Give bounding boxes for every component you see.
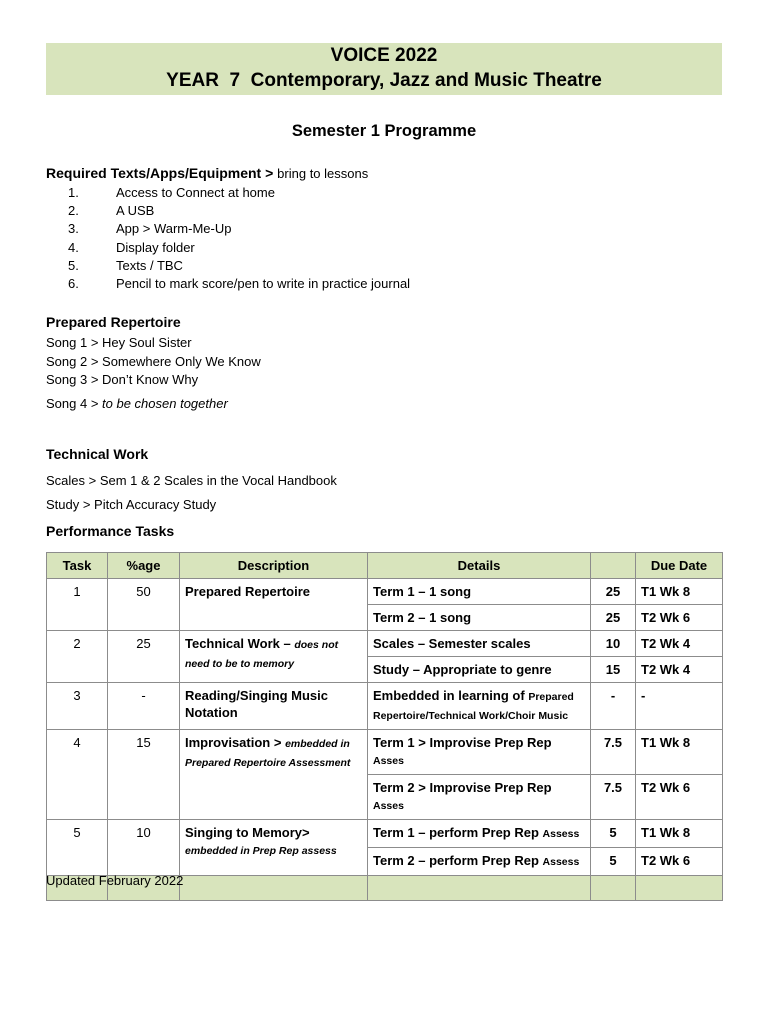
task-points: 25 <box>591 605 636 631</box>
task-detail-small: Prepared Repertoire/Technical Work/Choir Music <box>373 691 574 722</box>
task-description-text: Technical Work – <box>185 636 291 651</box>
task-due-date: T2 Wk 4 <box>636 631 723 657</box>
task-description <box>180 730 368 820</box>
task-description: Prepared Repertoire <box>180 579 368 631</box>
task-description-note: embedded in Prep Rep assess <box>185 845 337 857</box>
title-banner <box>46 43 722 95</box>
required-heading-text: Required Texts/Apps/Equipment > <box>46 165 274 181</box>
column-header-task: Task <box>47 553 108 579</box>
table-row <box>47 683 723 730</box>
task-detail-text: Embedded in learning of <box>373 688 525 703</box>
table-row <box>47 820 723 848</box>
required-heading <box>46 165 368 181</box>
task-points: 25 <box>591 579 636 605</box>
table-row <box>47 631 723 657</box>
repertoire-heading: Prepared Repertoire <box>46 314 181 330</box>
song-1: Song 1 > Hey Soul Sister <box>46 335 192 350</box>
table-row <box>47 579 723 605</box>
technical-heading: Technical Work <box>46 446 149 462</box>
footer-cell <box>368 876 591 901</box>
task-due-date: T1 Wk 8 <box>636 730 723 775</box>
task-detail <box>368 730 591 775</box>
task-detail: Term 2 – 1 song <box>368 605 591 631</box>
task-number: 1 <box>47 579 108 631</box>
list-item-number: 4. <box>68 239 79 255</box>
task-points: - <box>591 683 636 730</box>
song-2: Song 2 > Somewhere Only We Know <box>46 354 261 369</box>
list-item-text: Texts / TBC <box>116 257 183 273</box>
list-item-number: 3. <box>68 221 79 237</box>
task-percentage: 50 <box>108 579 180 631</box>
task-number: 2 <box>47 631 108 683</box>
column-header-details: Details <box>368 553 591 579</box>
list-item <box>68 221 410 239</box>
task-number: 3 <box>47 683 108 730</box>
footer-cell <box>180 876 368 901</box>
column-header-due-date: Due Date <box>636 553 723 579</box>
technical-study: Study > Pitch Accuracy Study <box>46 497 217 512</box>
task-description <box>180 820 368 876</box>
list-item-text: A USB <box>116 203 155 219</box>
task-points: 5 <box>591 820 636 848</box>
song-4 <box>46 396 228 411</box>
task-due-date: T2 Wk 6 <box>636 775 723 820</box>
song-3: Song 3 > Don’t Know Why <box>46 372 199 387</box>
list-item <box>68 203 410 221</box>
task-detail-text: Term 1 > Improvise Prep Rep <box>373 735 552 750</box>
required-list <box>68 185 410 294</box>
task-due-date: T2 Wk 6 <box>636 605 723 631</box>
task-detail-text: Term 1 – perform Prep Rep <box>373 825 539 840</box>
task-due-date: T1 Wk 8 <box>636 820 723 848</box>
task-points: 7.5 <box>591 730 636 775</box>
task-number: 4 <box>47 730 108 820</box>
task-detail <box>368 820 591 848</box>
table-row <box>47 730 723 775</box>
task-detail: Term 1 – 1 song <box>368 579 591 605</box>
task-description-note: embedded in Prepared Repertoire Assessment <box>185 738 351 769</box>
list-item <box>68 258 410 276</box>
column-header-description: Description <box>180 553 368 579</box>
task-detail: Study – Appropriate to genre <box>368 657 591 683</box>
task-description-note: does not need to be to memory <box>185 639 339 670</box>
task-number: 5 <box>47 820 108 876</box>
list-item-number: 5. <box>68 257 79 273</box>
list-item <box>68 185 410 203</box>
task-description-text: Singing to Memory> <box>185 825 310 840</box>
task-description-text: Improvisation > <box>185 735 282 750</box>
technical-scales: Scales > Sem 1 & 2 Scales in the Vocal Handbook <box>46 473 337 488</box>
task-percentage: 15 <box>108 730 180 820</box>
task-detail-small: Asses <box>373 755 404 767</box>
title-line-2: YEAR 7 Contemporary, Jazz and Music Theatre <box>166 70 602 91</box>
task-detail-text: Term 2 – perform Prep Rep <box>373 853 539 868</box>
list-item <box>68 240 410 258</box>
list-item <box>68 276 410 294</box>
list-item-number: 1. <box>68 185 79 200</box>
task-due-date: T2 Wk 6 <box>636 848 723 876</box>
task-due-date: T2 Wk 4 <box>636 657 723 683</box>
list-item-text: Pencil to mark score/pen to write in practice journal <box>116 275 411 291</box>
list-item-text: Access to Connect at home <box>116 185 275 200</box>
table-header-row <box>47 553 723 579</box>
footer-cell <box>591 876 636 901</box>
task-due-date: T1 Wk 8 <box>636 579 723 605</box>
task-points: 5 <box>591 848 636 876</box>
task-description <box>180 631 368 683</box>
task-points: 15 <box>591 657 636 683</box>
task-points: 7.5 <box>591 775 636 820</box>
task-detail <box>368 683 591 730</box>
task-detail <box>368 775 591 820</box>
task-description: Reading/Singing Music Notation <box>180 683 368 730</box>
list-item-text: App > Warm-Me-Up <box>116 221 232 237</box>
task-detail-text: Term 2 > Improvise Prep Rep <box>373 780 552 795</box>
task-points: 10 <box>591 631 636 657</box>
song-4-note: to be chosen together <box>102 396 228 411</box>
updated-note: Updated February 2022 <box>46 873 184 888</box>
list-item-number: 2. <box>68 203 79 219</box>
column-header-percentage: %age <box>108 553 180 579</box>
task-detail <box>368 848 591 876</box>
task-detail-small: Assess <box>542 828 580 840</box>
footer-cell <box>636 876 723 901</box>
column-header-points <box>591 553 636 579</box>
performance-heading: Performance Tasks <box>46 523 175 539</box>
task-due-date: - <box>636 683 723 730</box>
list-item-text: Display folder <box>116 239 195 255</box>
performance-tasks-table <box>46 552 723 901</box>
task-percentage: 10 <box>108 820 180 876</box>
task-detail: Scales – Semester scales <box>368 631 591 657</box>
song-4-prefix: Song 4 > <box>46 396 99 411</box>
semester-title: Semester 1 Programme <box>291 122 477 140</box>
task-percentage: 25 <box>108 631 180 683</box>
task-detail-small: Assess <box>542 856 580 868</box>
task-detail-small: Asses <box>373 800 404 812</box>
list-item-number: 6. <box>68 275 79 291</box>
title-line-1: VOICE 2022 <box>330 45 438 66</box>
task-percentage: - <box>108 683 180 730</box>
required-heading-note: bring to lessons <box>277 166 369 181</box>
